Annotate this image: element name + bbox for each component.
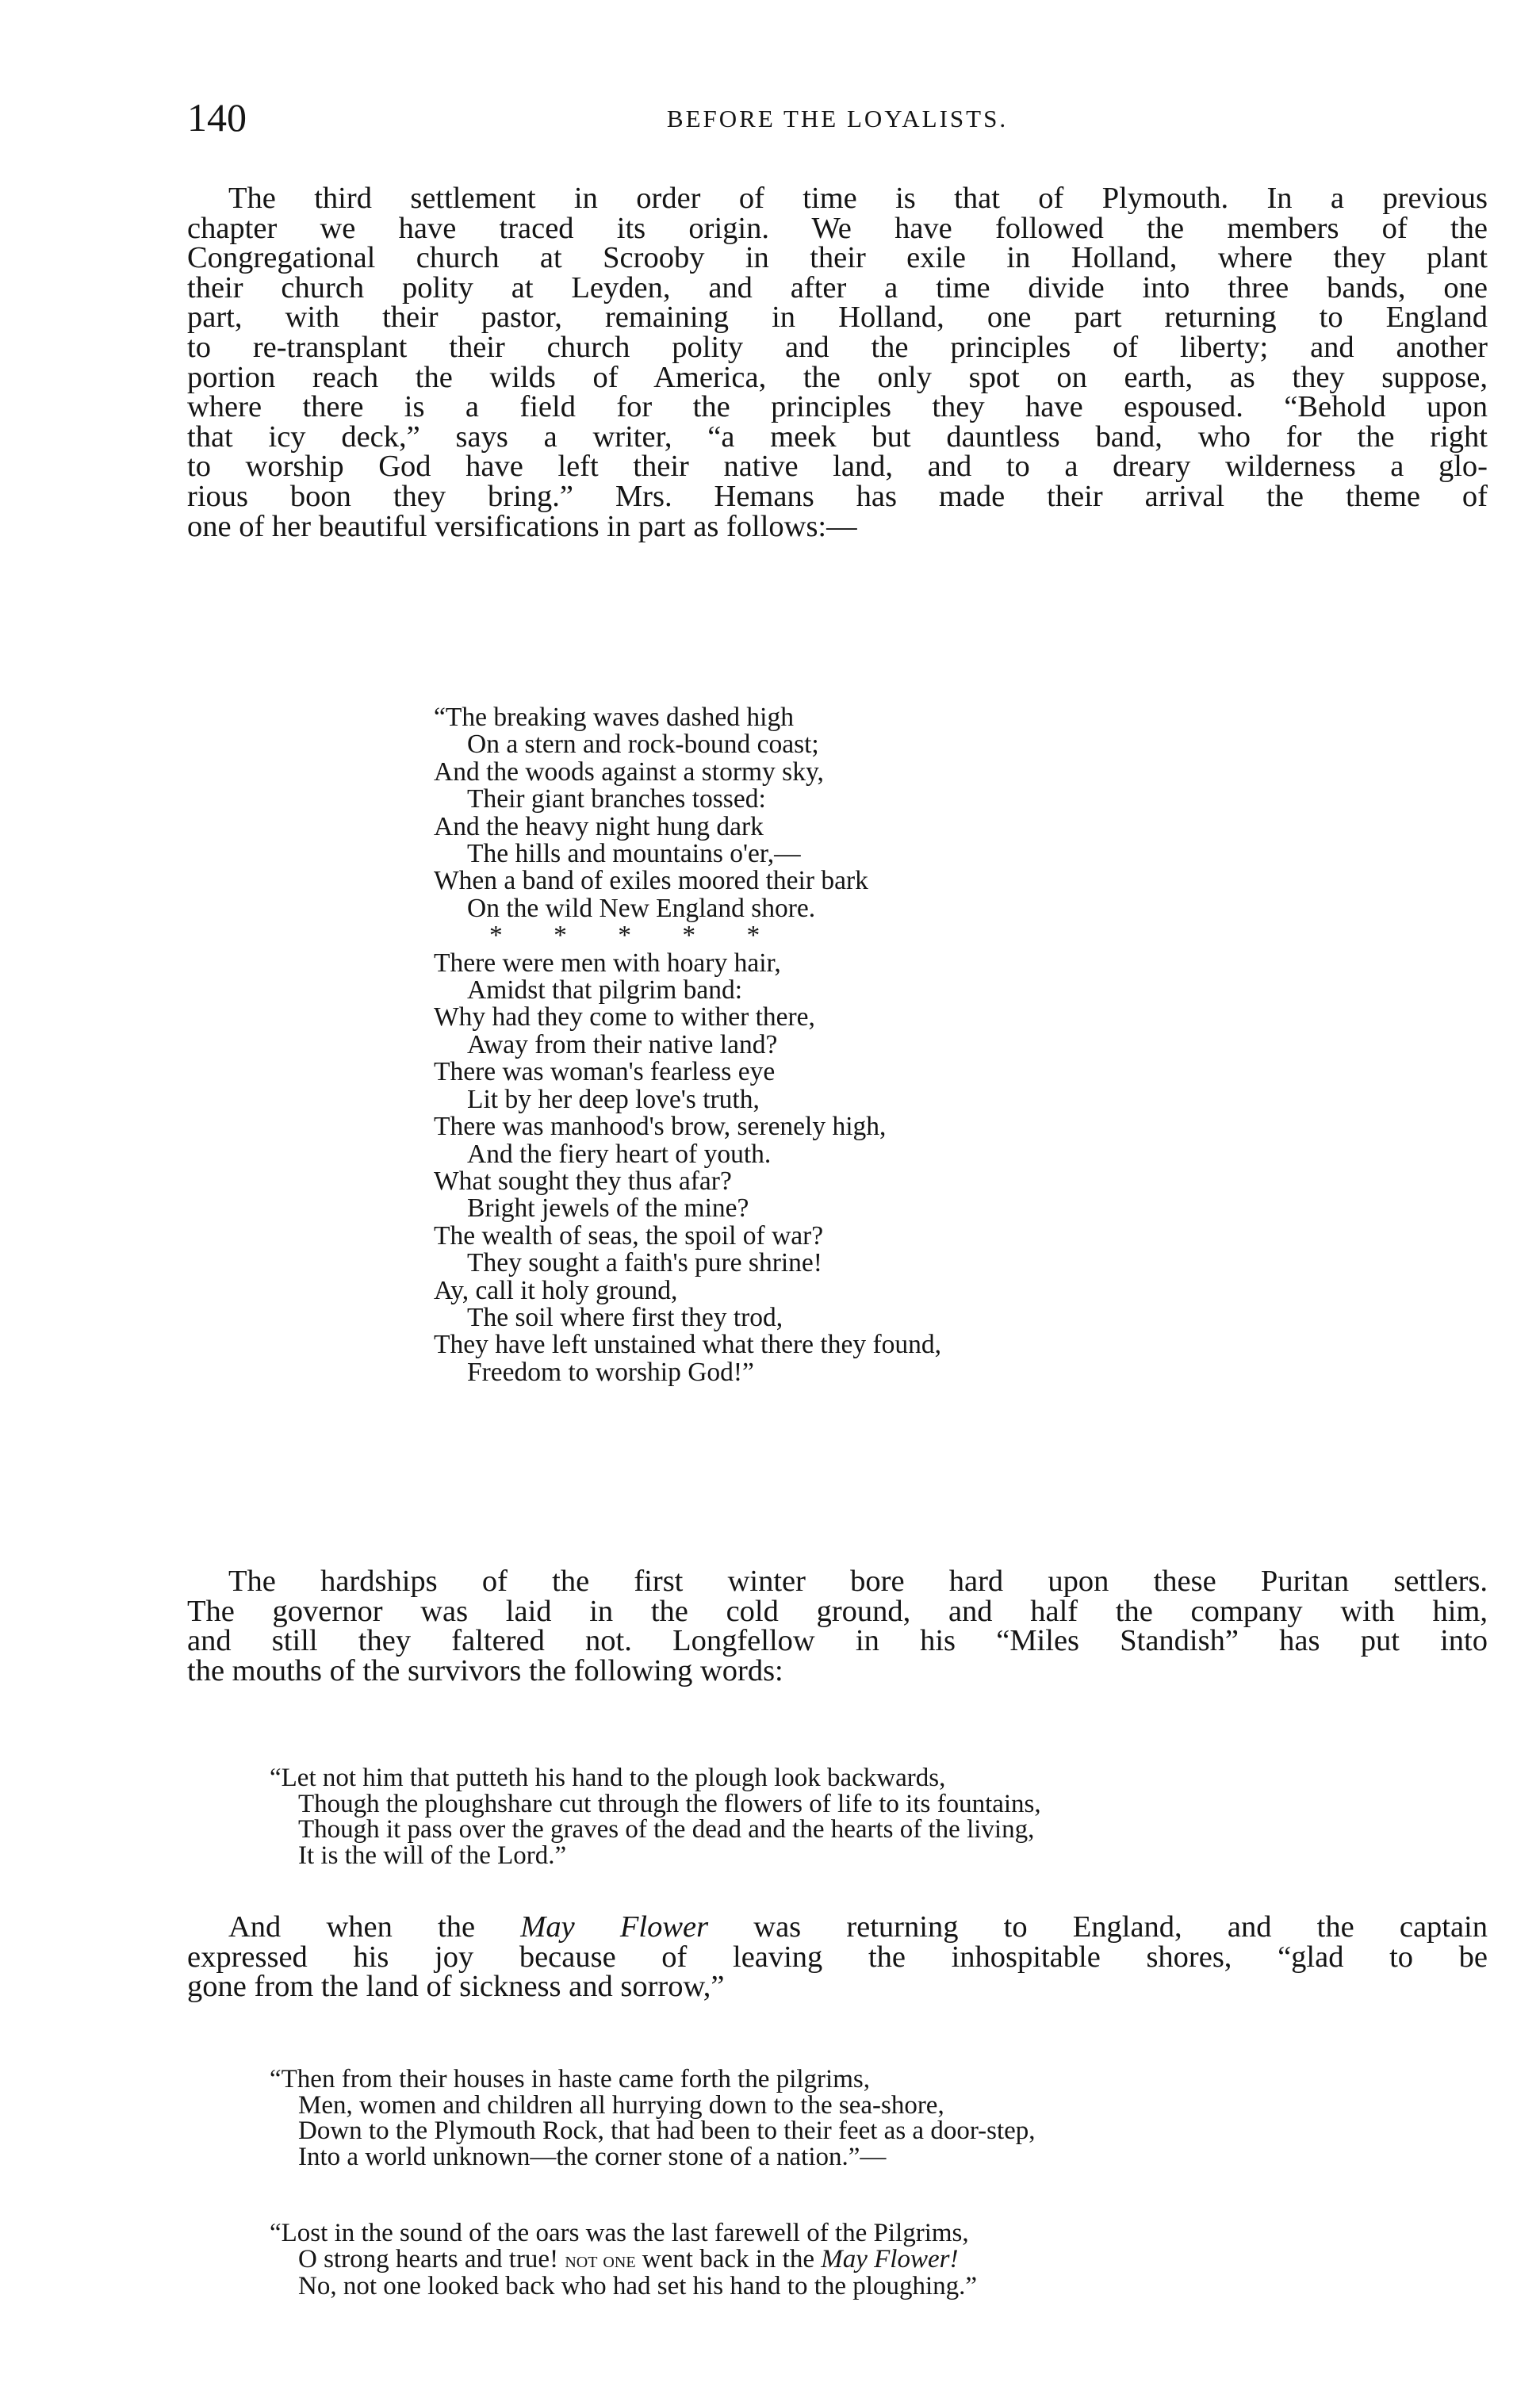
text-fragment: O strong hearts and true! bbox=[298, 2244, 565, 2274]
poem-hemans bbox=[434, 704, 941, 1386]
verse-line: The hills and mountains o'er,— bbox=[467, 839, 801, 869]
quote-pilgrims-farewell bbox=[270, 2220, 977, 2300]
text-line: one of her beautiful versifications in part as follows:— bbox=[187, 509, 857, 543]
text-line: to re-transplant their church polity and the principles of liberty; and another bbox=[187, 330, 1488, 364]
text-line: the mouths of the survivors the following words: bbox=[187, 1653, 783, 1687]
text-fragment: was returning to England, and the captain bbox=[708, 1910, 1488, 1944]
verse-line bbox=[270, 2244, 977, 2274]
verse-line: And the fiery heart of youth. bbox=[467, 1139, 772, 1169]
verse-line: Though it pass over the graves of the dead and the hearts of the living, bbox=[298, 1815, 1035, 1844]
verse-line: Their giant branches tossed: bbox=[467, 784, 766, 814]
text-line: and still they faltered not. Longfellow in his “Miles Standish” has put into bbox=[187, 1624, 1488, 1658]
verse-line: The wealth of seas, the spoil of war? bbox=[434, 1220, 824, 1251]
verse-line: “The breaking waves dashed high bbox=[434, 703, 794, 732]
text-line: part, with their pastor, remaining in Holland, one part returning to England bbox=[187, 301, 1488, 335]
verse-line: Bright jewels of the mine? bbox=[467, 1193, 749, 1224]
verse-line: Lit by her deep love's truth, bbox=[467, 1084, 760, 1114]
verse-line: “Let not him that putteth his hand to the plough look backwards, bbox=[270, 1764, 946, 1792]
verse-line: Ay, call it holy ground, bbox=[434, 1275, 678, 1305]
text-line: The hardships of the first winter bore hard upon these Puritan settlers. bbox=[228, 1565, 1488, 1598]
asterisk-divider: * * * * * bbox=[489, 921, 760, 951]
text-line: Congregational church at Scrooby in their exile in Holland, where they plant bbox=[187, 241, 1488, 275]
text-line: that icy deck,” says a writer, “a meek but dauntless band, who for the right bbox=[187, 419, 1488, 454]
quote-miles-standish bbox=[270, 1765, 1041, 1868]
page-number: 140 bbox=[187, 95, 247, 140]
ship-name: May Flower bbox=[520, 1910, 709, 1944]
verse-line: And the heavy night hung dark bbox=[434, 811, 764, 841]
verse-line: They have left unstained what there they found, bbox=[434, 1330, 942, 1360]
text-line: gone from the land of sickness and sorrow,” bbox=[187, 1970, 725, 2004]
verse-line: They sought a faith's pure shrine! bbox=[467, 1248, 822, 1278]
text-fragment: And when the bbox=[228, 1910, 521, 1944]
verse-line: It is the will of the Lord.” bbox=[298, 1841, 567, 1870]
verse-line: And the woods against a stormy sky, bbox=[434, 757, 824, 787]
text-line: portion reach the wilds of America, the only spot on earth, as they suppose, bbox=[187, 360, 1488, 394]
verse-line: There was woman's fearless eye bbox=[434, 1057, 776, 1087]
text-line: where there is a field for the principles they have espoused. “Behold upon bbox=[187, 390, 1488, 424]
text-fragment: went back in the bbox=[635, 2244, 822, 2274]
verse-line: There was manhood's brow, serenely high, bbox=[434, 1112, 887, 1142]
verse-line: Amidst that pilgrim band: bbox=[467, 975, 743, 1006]
paragraph-hardships bbox=[187, 1567, 1488, 1686]
verse-line: What sought they thus afar? bbox=[434, 1166, 732, 1196]
text-line: expressed his joy because of leaving the inhospitable shores, “glad to be bbox=[187, 1940, 1488, 1974]
small-caps-phrase: not one bbox=[565, 2247, 636, 2273]
running-title: BEFORE THE LOYALISTS. bbox=[666, 105, 1009, 132]
quote-pilgrims-departure bbox=[270, 2067, 1036, 2170]
ship-name: May Flower! bbox=[821, 2244, 959, 2274]
paragraph-plymouth bbox=[187, 184, 1488, 542]
text-line: rious boon they bring.” Mrs. Hemans has made their arrival the theme of bbox=[187, 479, 1488, 513]
verse-line: On the wild New England shore. bbox=[467, 893, 816, 923]
text-line: The governor was laid in the cold ground, and half the company with him, bbox=[187, 1594, 1488, 1628]
verse-line: Men, women and children all hurrying down to the sea-shore, bbox=[298, 2090, 944, 2120]
verse-line: Why had they come to wither there, bbox=[434, 1002, 815, 1032]
verse-line: Freedom to worship God!” bbox=[467, 1357, 754, 1387]
verse-line: When a band of exiles moored their bark bbox=[434, 866, 868, 896]
text-line bbox=[187, 1910, 1488, 1944]
running-head bbox=[187, 94, 1488, 141]
paragraph-may-flower bbox=[187, 1910, 1488, 2004]
verse-line: On a stern and rock-bound coast; bbox=[467, 730, 819, 760]
text-line: chapter we have traced its origin. We have followed the members of the bbox=[187, 211, 1488, 245]
verse-line: “Then from their houses in haste came forth the pilgrims, bbox=[270, 2065, 870, 2093]
verse-line: Away from their native land? bbox=[467, 1029, 778, 1059]
verse-line: No, not one looked back who had set his hand to the ploughing.” bbox=[298, 2272, 978, 2300]
text-line: to worship God have left their native land, and to a dreary wilderness a glo- bbox=[187, 450, 1488, 484]
verse-line: The soil where first they trod, bbox=[467, 1302, 783, 1332]
verse-line: Though the ploughshare cut through the flowers of life to its fountains, bbox=[298, 1789, 1041, 1818]
verse-line: There were men with hoary hair, bbox=[434, 948, 781, 978]
text-line: their church polity at Leyden, and after a time divide into three bands, one bbox=[187, 270, 1488, 305]
verse-line: Down to the Plymouth Rock, that had been to their feet as a door-step, bbox=[298, 2116, 1036, 2145]
verse-line: Into a world unknown—the corner stone of a nation.”— bbox=[298, 2142, 887, 2171]
verse-line: “Lost in the sound of the oars was the last farewell of the Pilgrims, bbox=[270, 2219, 969, 2247]
text-line: The third settlement in order of time is that of Plymouth. In a previous bbox=[228, 182, 1488, 215]
